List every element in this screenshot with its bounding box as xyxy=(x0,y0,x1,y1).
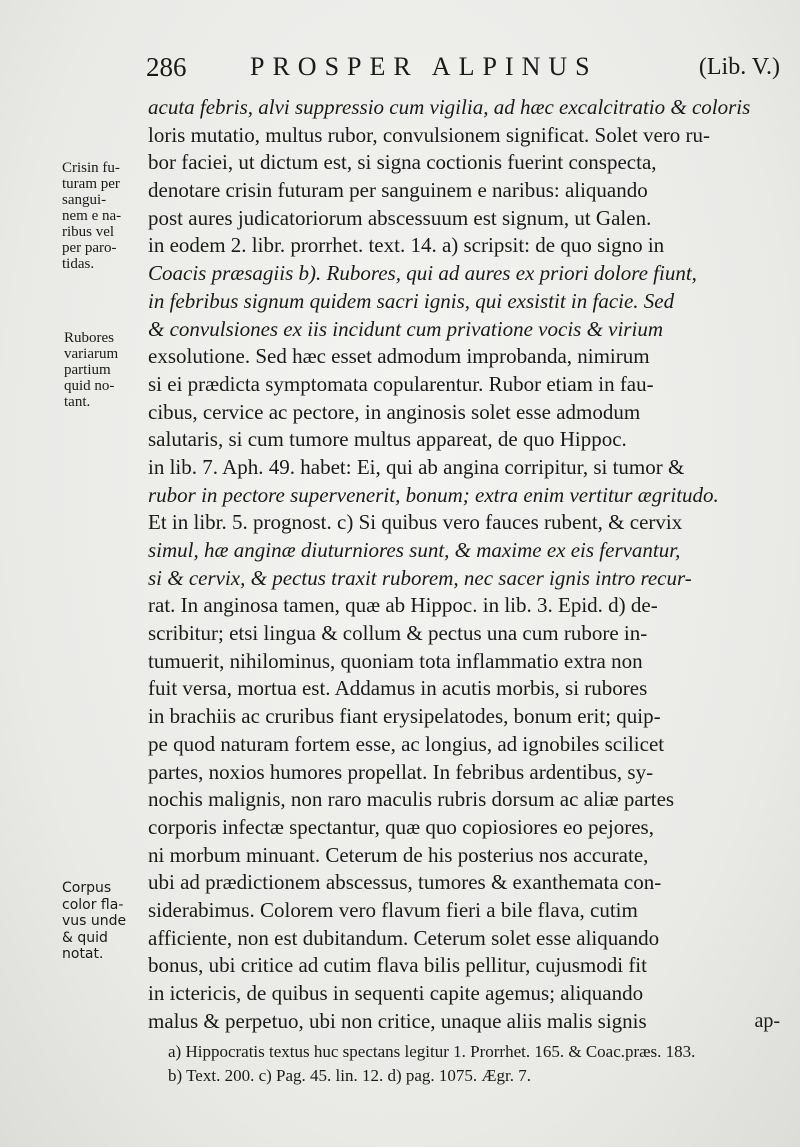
side-note-line: nem e na- xyxy=(62,208,122,224)
side-note-line: per paro- xyxy=(62,240,117,256)
text-line: in lib. 7. Aph. 49. habet: Ei, qui ab angina corripitur, si tumor & xyxy=(148,454,685,479)
text-line: salutaris, si cum tumore multus appareat, de quo Hippoc. xyxy=(148,427,627,452)
footnotes xyxy=(168,1040,788,1088)
catchword: ap- xyxy=(754,1010,780,1032)
main-text xyxy=(148,94,770,1035)
text-line: in ictericis, de quibus in sequenti capite agemus; aliquando xyxy=(148,981,644,1005)
text-line: siderabimus. Colorem vero flavum fieri a bile flava, cutim xyxy=(148,897,638,922)
text-line: nochis malignis, non raro maculis rubris dorsum ac aliæ partes xyxy=(148,787,675,812)
text-line: fuit versa, mortua est. Addamus in acutis morbis, si rubores xyxy=(148,676,648,701)
side-note-line: sangui- xyxy=(62,192,107,208)
text-line: malus & perpetuo, ubi non critice, unaque aliis malis signis xyxy=(148,1008,647,1033)
footnote-line: b) Text. 200. c) Pag. 45. lin. 12. d) pag. 1075. Ægr. 7. xyxy=(168,1066,532,1085)
side-note-corpus xyxy=(62,880,148,963)
side-note-line: notat. xyxy=(62,946,104,962)
text-line: afficiente, non est dubitandum. Ceterum solet esse aliquando xyxy=(148,925,660,950)
side-note-line: Corpus xyxy=(62,880,112,896)
text-line: rubor in pectore supervenerit, bonum; extra enim vertitur ægritudo. xyxy=(148,482,719,507)
side-note-rubores xyxy=(64,330,150,410)
side-note-line: variarum xyxy=(64,346,119,362)
side-note-line: & quid xyxy=(62,929,108,946)
side-note-line: turam per xyxy=(62,176,120,192)
text-line: cibus, cervice ac pectore, in anginosis solet esse admodum xyxy=(148,399,641,424)
page-header xyxy=(140,50,780,86)
text-line: in febribus signum quidem sacri ignis, qui exsistit in facie. Sed xyxy=(148,288,675,313)
text-line: pe quod naturam fortem esse, ac longius, ad ignobiles scilicet xyxy=(148,731,665,756)
page-number: 286 xyxy=(146,52,187,82)
text-line: corporis infectæ spectantur, quæ quo copiosiores eo pejores, xyxy=(148,814,654,839)
side-note-line: color fla- xyxy=(62,896,124,913)
text-line: in eodem 2. libr. prorrhet. text. 14. a) scripsit: de quo signo in xyxy=(148,233,665,258)
side-note-line: tant. xyxy=(64,394,91,410)
text-line: ubi ad prædictionem abscessus, tumores & exanthemata con- xyxy=(148,870,662,895)
text-line: simul, hæ anginæ diuturniores sunt, & maxime ex eis fervantur, xyxy=(148,538,681,562)
side-note-line: vus unde xyxy=(62,913,127,929)
text-line: denotare crisin futuram per sanguinem e naribus: aliquando xyxy=(148,178,648,203)
text-line: & convulsiones ex iis incidunt cum privatione vocis & virium xyxy=(148,316,663,341)
text-line: in brachiis ac cruribus fiant erysipelatodes, bonum erit; quip- xyxy=(148,704,661,729)
text-line: partes, noxios humores propellat. In febribus ardentibus, sy- xyxy=(148,759,654,784)
text-line: bonus, ubi critice ad cutim flava bilis pellitur, cujusmodi fit xyxy=(148,953,647,978)
text-line: post aures judicatoriorum abscessuum est signum, ut Galen. xyxy=(148,205,652,230)
text-line: loris mutatio, multus rubor, convulsionem significat. Solet vero ru- xyxy=(148,122,710,147)
text-line: si ei prædicta symptomata copularentur. Rubor etiam in fau- xyxy=(148,371,654,396)
text-line: si & cervix, & pectus traxit ruborem, nec sacer ignis intro recur- xyxy=(148,565,692,590)
side-note-line: Crisin fu- xyxy=(62,160,120,176)
side-note-line: quid no- xyxy=(64,378,115,394)
side-note-crisis xyxy=(62,160,148,272)
text-line: tumuerit, nihilominus, quoniam tota inflammatio extra non xyxy=(148,648,643,673)
text-line: ni morbum minuant. Ceterum de his posterius nos accurate, xyxy=(148,842,649,867)
text-line: Coacis præsagiis b). Rubores, qui ad aures ex priori dolore fiunt, xyxy=(148,261,697,286)
text-line: bor faciei, ut dictum est, si signa coctionis fuerint conspecta, xyxy=(148,150,657,175)
side-note-line: Rubores xyxy=(64,330,114,346)
book-section: (Lib. V.) xyxy=(698,54,780,80)
text-line: exsolutione. Sed hæc esset admodum improbanda, nimirum xyxy=(148,344,650,369)
text-line: acuta febris, alvi suppressio cum vigilia, ad hæc excalcitratio & coloris xyxy=(148,95,751,119)
side-note-line: ribus vel xyxy=(62,224,115,240)
side-note-line: tidas. xyxy=(62,256,95,272)
text-line: rat. In anginosa tamen, quæ ab Hippoc. in lib. 3. Epid. d) de- xyxy=(148,593,658,618)
text-line: Et in libr. 5. prognost. c) Si quibus vero fauces rubent, & cervix xyxy=(148,510,683,535)
running-title: PROSPER ALPINUS xyxy=(250,52,598,81)
text-line: scribitur; etsi lingua & collum & pectus una cum rubore in- xyxy=(148,621,648,646)
side-note-line: partium xyxy=(64,362,111,378)
footnote-line: a) Hippocratis textus huc spectans legitur 1. Prorrhet. 165. & Coac.præs. 183. xyxy=(168,1042,696,1061)
